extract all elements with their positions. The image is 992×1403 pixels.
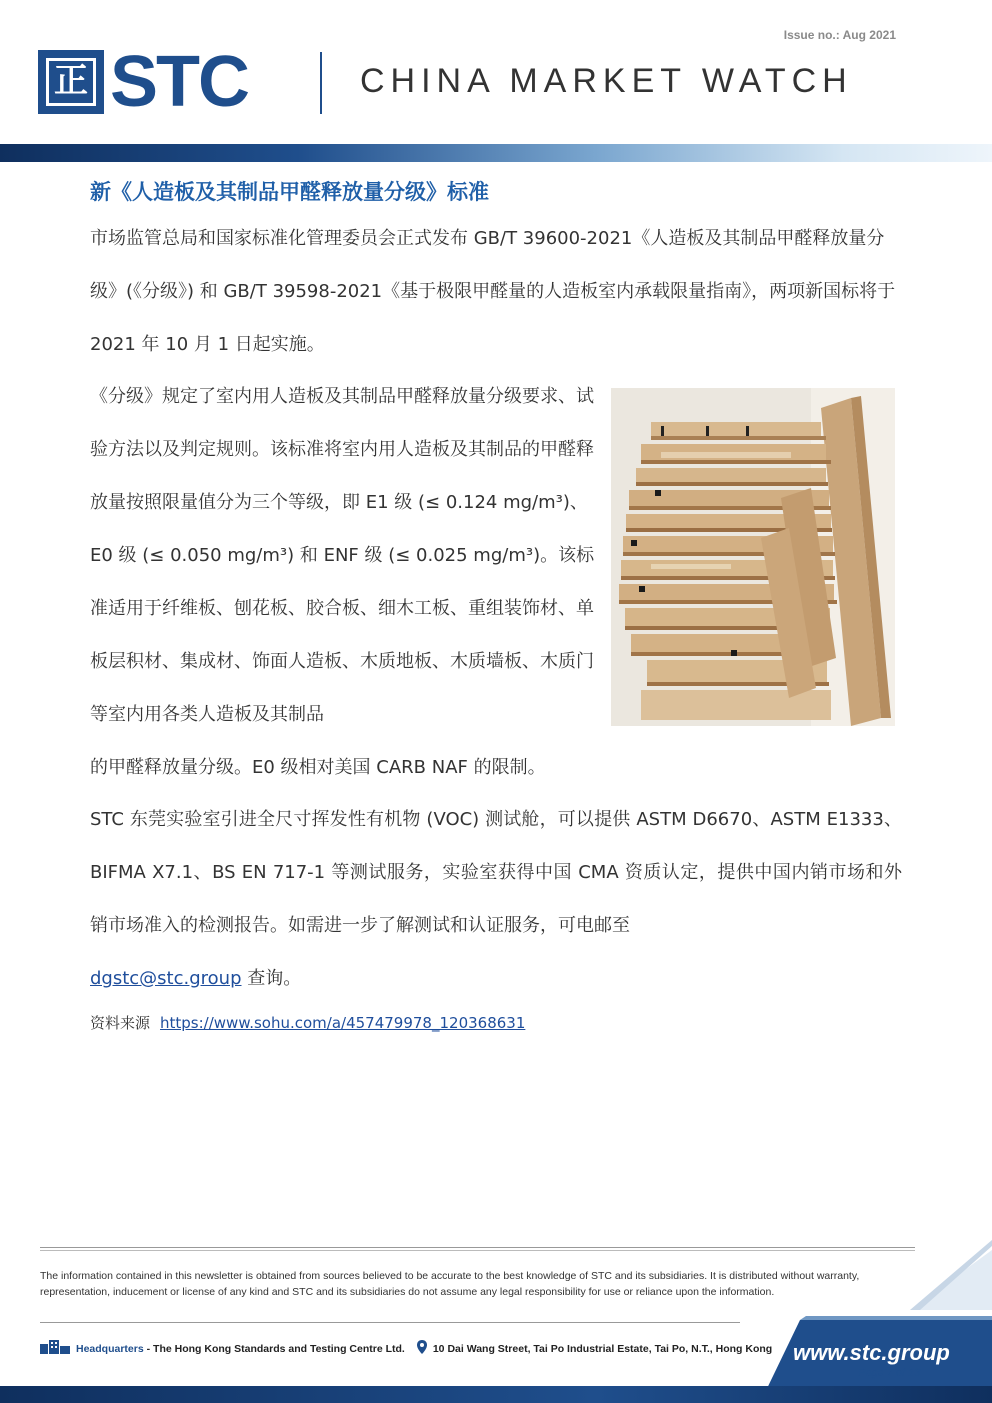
plywood-stack-image: [611, 388, 895, 726]
newsletter-title: CHINA MARKET WATCH: [360, 62, 853, 100]
hq-name: - The Hong Kong Standards and Testing Centre Ltd.: [143, 1342, 405, 1355]
source-label: 资料来源: [90, 1014, 151, 1032]
header-band: [0, 144, 992, 162]
header-divider: [320, 52, 322, 114]
footer-band: [0, 1386, 992, 1403]
paragraph-grading-end: 的甲醛释放量分级。E0 级相对美国 CARB NAF 的限制。: [90, 757, 546, 778]
paragraph-grading: 《分级》规定了室内用人造板及其制品甲醛释放量分级要求、试验方法以及判定规则。该标准将室内用人造板及其制品的甲醛释放量按照限量值分为三个等级，即 E1 级 (≤ 0.124 mg/m³)、E0 级 (≤ 0.050 mg/m³) 和 ENF 级 (≤ 0.025 mg/m³)。该标准适用于纤维板、刨花板、胶合板、细木工板、重组装饰材、单板层积材、集成材、饰面人造板、木质地板、木质墙板、木质门等室内用各类人造板及其制品: [90, 386, 595, 725]
logo-glyph: 正: [54, 63, 88, 100]
paragraph-intro: 市场监管总局和国家标准化管理委员会正式发布 GB/T 39600-2021《人造板及其制品甲醛释放量分级》(《分级》) 和 GB/T 39598-2021《基于极限甲醛量的人造板室内承载限量指南》，两项新国标将于 2021 年 10 月 1 日起实施。: [90, 228, 896, 355]
contact-tail: 查询。: [241, 968, 302, 989]
hq-divider: [40, 1322, 740, 1323]
source-line: [90, 1012, 525, 1033]
source-url-link[interactable]: https://www.sohu.com/a/457479978_120368631: [160, 1014, 526, 1032]
paragraph-stc-services: STC 东莞实验室引进全尺寸挥发性有机物 (VOC) 测试舱，可以提供 ASTM D6670、ASTM E1333、BIFMA X7.1、BS EN 717-1 等测试服务，实验室获得中国 CMA 资质认定，提供中国内销市场和外销市场准入的检测报告。如需进一步了解测试和认证服务，可电邮至: [90, 809, 902, 936]
hq-address: 10 Dai Wang Street, Tai Po Industrial Estate, Tai Po, N.T., Hong Kong: [432, 1342, 773, 1355]
stc-logo-text: STC: [110, 42, 248, 122]
logo-mark-frame: [46, 58, 96, 106]
disclaimer-text: The information contained in this newsletter is obtained from sources believed to be accurate to the best knowledge of STC and its subsidiaries. It is distributed without warranty, representation, inducement or license of any kind and STC and its subsidiaries do not assume any legal responsibility for use or reliance upon the information.: [40, 1270, 860, 1298]
stc-logo-mark: [38, 50, 104, 114]
website-link[interactable]: www.stc.group: [793, 1340, 950, 1365]
article-title: 新《人造板及其制品甲醛释放量分级》标准: [90, 180, 489, 204]
page-number: Page 7 of 13: [858, 1367, 921, 1379]
issue-number: Issue no.: Aug 2021: [783, 28, 896, 42]
location-pin-icon: [417, 1340, 427, 1357]
paragraph-contact: [90, 952, 902, 1005]
hq-label: Headquarters: [76, 1342, 144, 1355]
email-link[interactable]: dgstc@stc.group: [90, 968, 242, 989]
building-icon: [40, 1340, 70, 1357]
headquarters-line: [40, 1340, 772, 1357]
